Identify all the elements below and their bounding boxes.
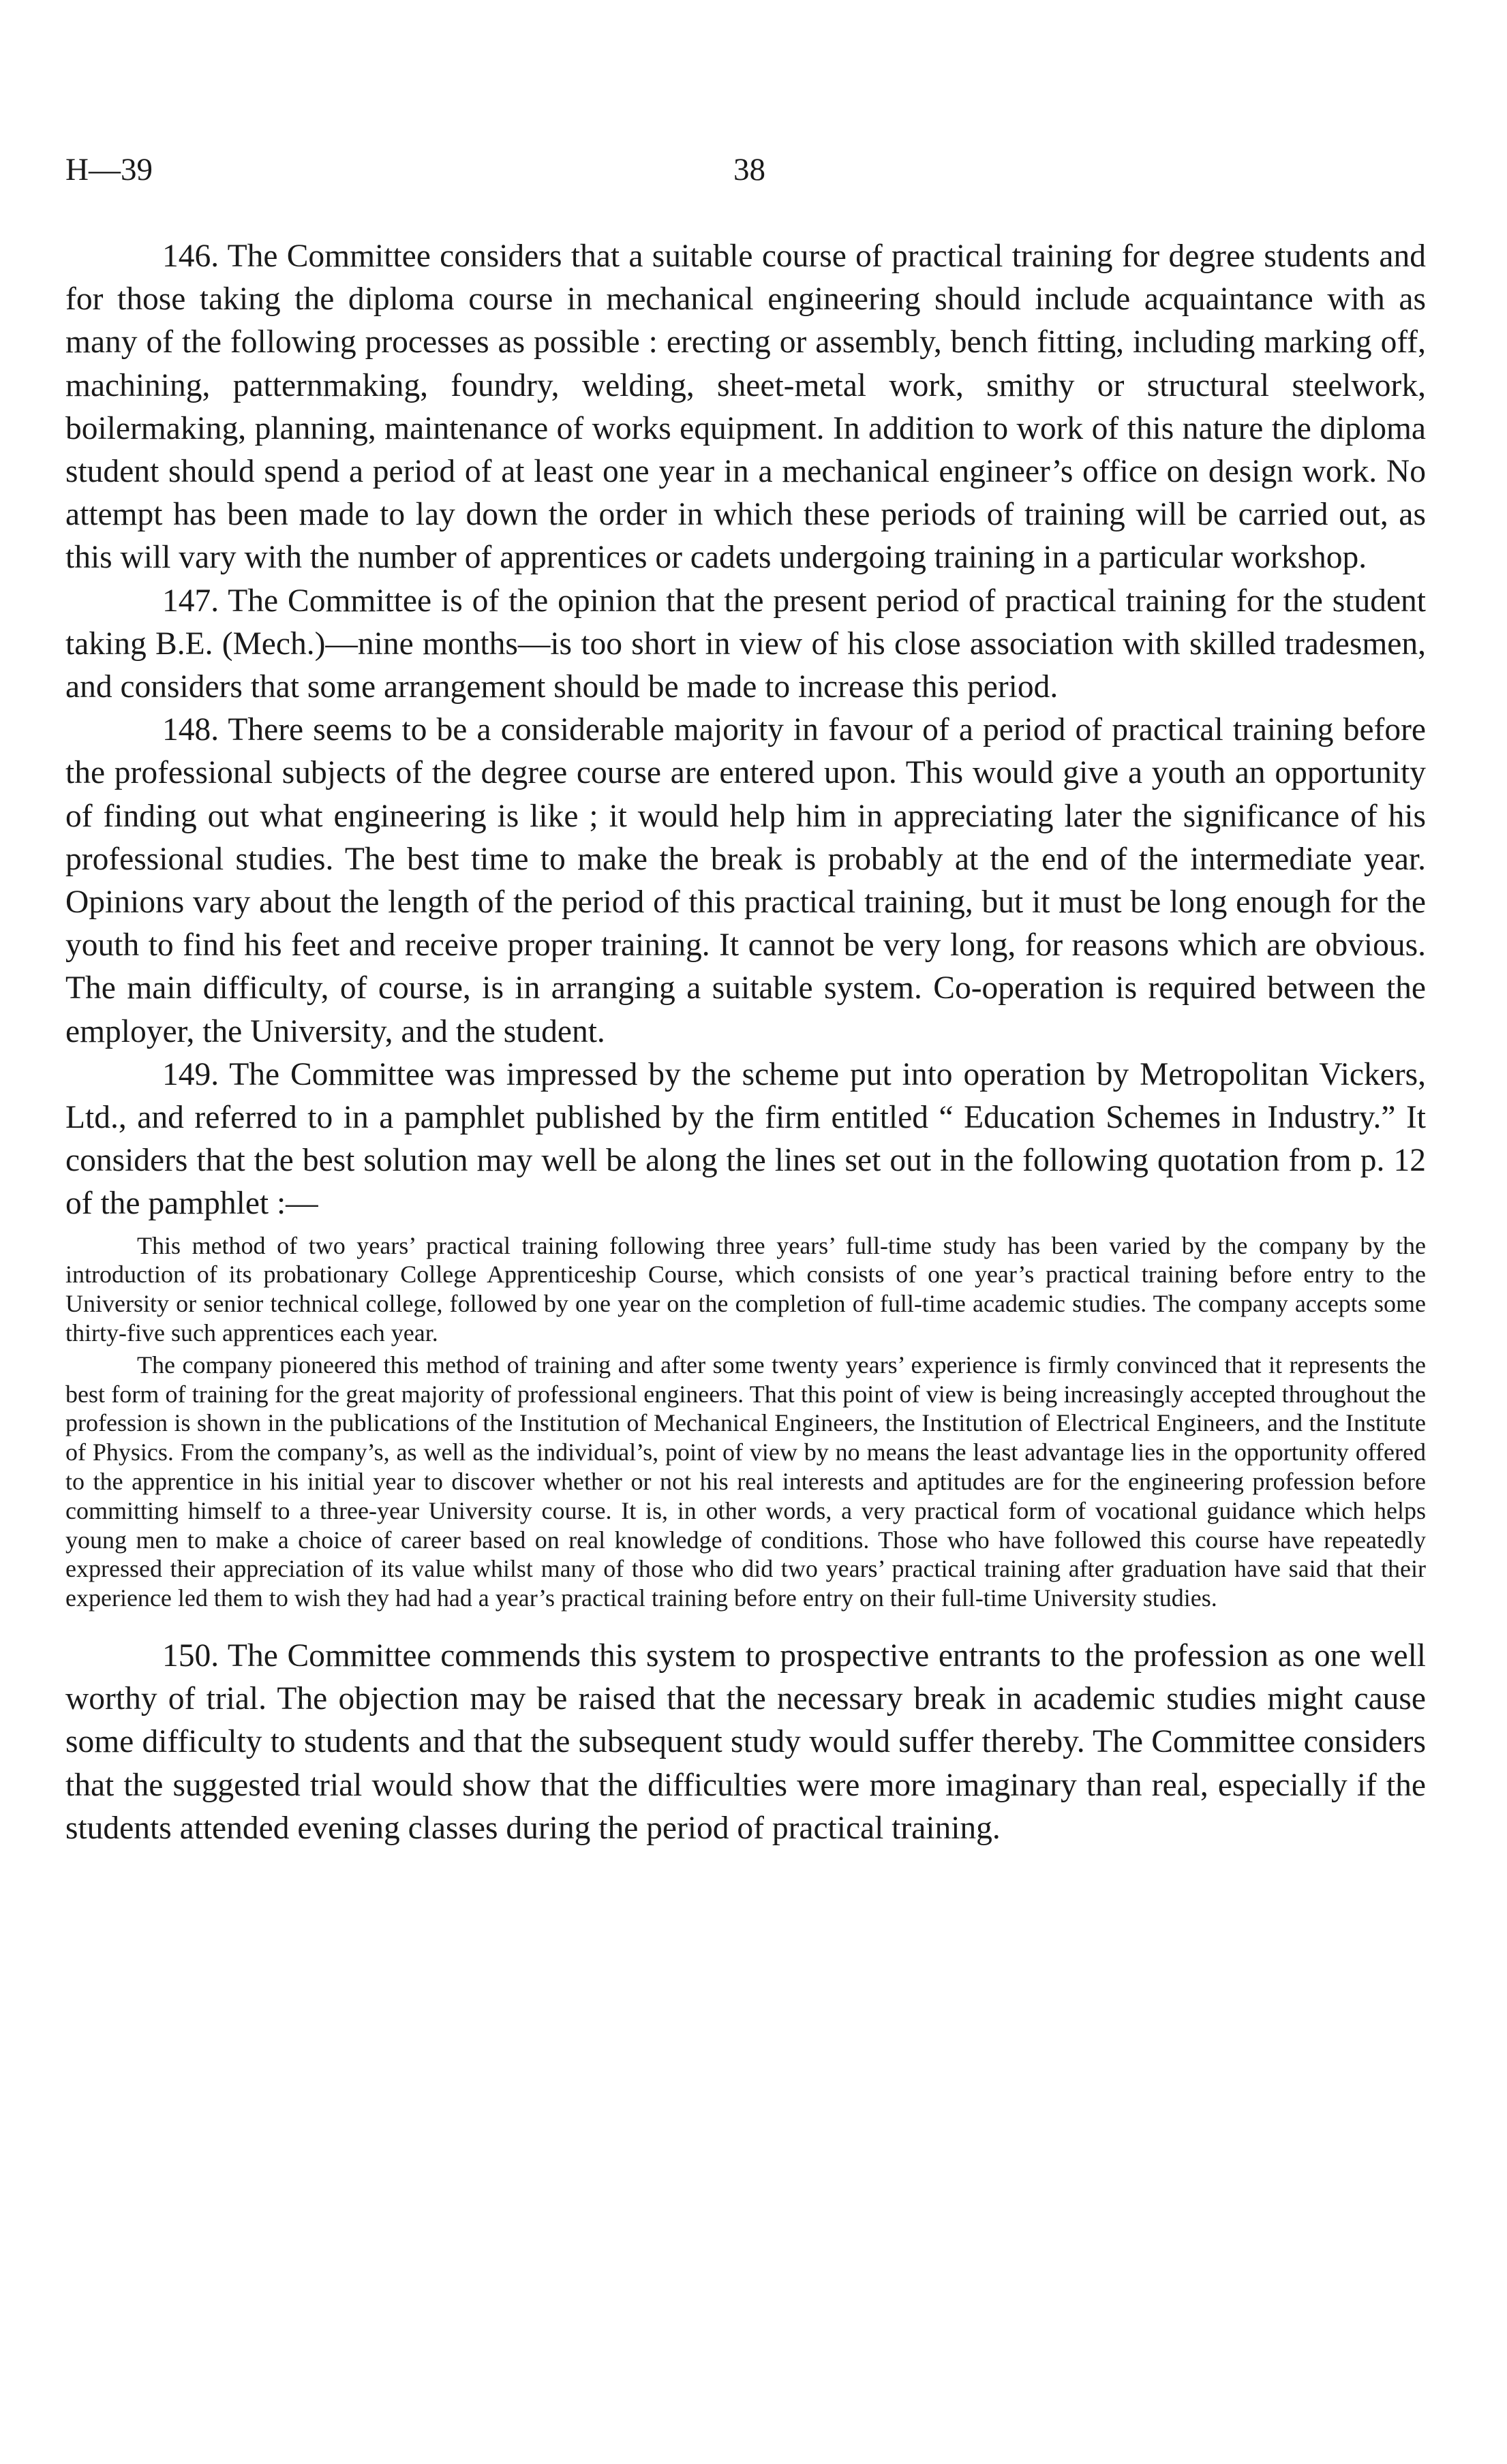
- paragraph-150: 150. The Committee commends this system to prospective entrants to the profession as one well worthy of trial. The objection may be raised that the necessary break in academic studies might cause some difficulty to students and that the subsequent study would suffer thereby. The Committee considers that the suggested trial would show that the difficulties were more imaginary than real, especially if the students attended evening classes during the period of practical training.: [65, 1638, 1426, 1846]
- page-body: [65, 235, 1426, 1850]
- report-code: H—39: [65, 152, 153, 187]
- page-number: 38: [733, 152, 765, 187]
- paragraph-148: 148. There seems to be a considerable majority in favour of a period of practical training before the professional subjects of the degree course are entered upon. This would give a youth an opportunity of finding out what engineering is like ; it would help him in appreciating later the significance of his professional studies. The best time to make the break is probably at the end of the intermediate year. Opinions vary about the length of the period of this practical training, but it must be long enough for the youth to find his feet and receive proper training. It cannot be very long, for reasons which are obvious. The main difficulty, of course, is in arranging a suitable system. Co-operation is required between the employer, the University, and the student.: [65, 712, 1426, 1049]
- quotation-paragraph-2: The company pioneered this method of training and after some twenty years’ experience is firmly convinced that it represents the best form of training for the great majority of professional engineers. That this point of view is being increasingly accepted throughout the profession is shown in the publications of the Institution of Mechanical Engineers, the Institution of Electrical Engineers, and the Institute of Physics. From the company’s, as well as the individual’s, point of view by no means the least advantage lies in the opportunity offered to the apprentice in his initial year to discover whether or not his real interests and aptitudes are for the engineering profession before committing himself to a three-year University course. It is, in other words, a very practical form of vocational guidance which helps young men to make a choice of career based on real knowledge of conditions. Those who have followed this course have repeatedly expressed their appreciation of its value whilst many of those who did two years’ practical training after graduation have said that their experience led them to wish they had had a year’s practical training before entry on their full-time University studies.: [65, 1351, 1426, 1612]
- quotation-paragraph-1: This method of two years’ practical training following three years’ full-time study has been varied by the company by the introduction of its probationary College Apprenticeship Course, which consists of one year’s practical training before entry to the University or senior technical college, followed by one year on the completion of full-time academic studies. The company accepts some thirty-five such apprentices each year.: [65, 1231, 1426, 1347]
- paragraph-146: 146. The Committee considers that a suitable course of practical training for degree students and for those taking the diploma course in mechanical engineering should include acquaintance with as many of the following processes as possible : erecting or assembly, bench fitting, including marking off, machining, patternmaking, foundry, welding, sheet-metal work, smithy or structural steelwork, boilermaking, planning, maintenance of works equipment. In addition to work of this nature the diploma student should spend a period of at least one year in a mechanical engineer’s office on design work. No attempt has been made to lay down the order in which these periods of training will be carried out, as this will vary with the number of apprentices or cadets undergoing training in a particular workshop.: [65, 238, 1426, 576]
- paragraph-147: 147. The Committee is of the opinion that the present period of practical training for the student taking B.E. (Mech.)—nine months—is too short in view of his close association with skilled tradesmen, and considers that some arrangement should be made to increase this period.: [65, 583, 1426, 705]
- page-header: [65, 151, 1426, 192]
- pamphlet-quotation: [65, 1231, 1426, 1613]
- paragraph-149: 149. The Committee was impressed by the scheme put into operation by Metropolitan Vickers, Ltd., and referred to in a pamphlet published by the firm entitled “ Education Schemes in Industry.” It considers that the best solution may well be along the lines set out in the following quotation from p. 12 of the pamphlet :—: [65, 1056, 1426, 1222]
